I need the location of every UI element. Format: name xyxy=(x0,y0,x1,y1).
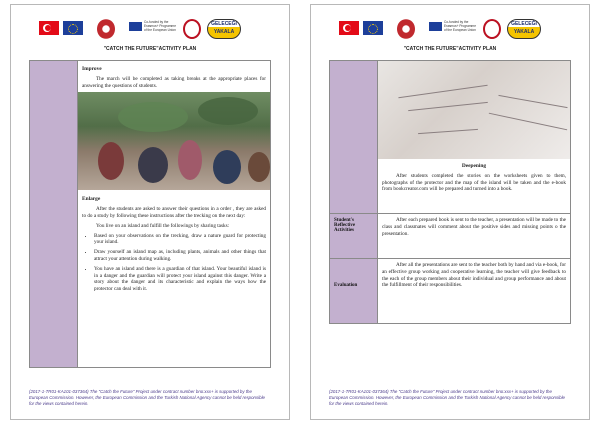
table-row xyxy=(330,61,570,213)
list-item: • Draw yourself an island map as, including plants, animals and other things that attract your attention during walking. xyxy=(94,249,266,263)
eu-flag-icon xyxy=(63,21,83,35)
school-seal-logo xyxy=(397,19,415,39)
reflective-label: Student's Reflective Activities xyxy=(330,214,378,258)
content-cell xyxy=(78,61,270,367)
side-cell xyxy=(30,61,78,367)
enlarge-text: After the students are asked to answer their questions in a order , they are asked to do a study by following these instructions after the trecking on the next day: xyxy=(82,206,266,219)
activity-table xyxy=(329,60,571,324)
table-row xyxy=(330,258,570,323)
enlarge-heading: Enlarge xyxy=(82,196,101,203)
document-page-left xyxy=(10,4,290,420)
ministry-seal-logo xyxy=(483,19,501,39)
reflective-text xyxy=(378,214,570,258)
table-row xyxy=(330,213,570,258)
plan-title: "CATCH THE FUTURE"ACTIVITY PLAN xyxy=(103,46,197,52)
turkey-flag-icon xyxy=(39,21,59,35)
enlarge-instruction: You live on an island and fulfill the followings by sharing tasks: xyxy=(96,222,230,229)
list-item: • Based on your observations on the trecking, draw a nature guard for protecting your island. xyxy=(94,233,266,247)
erasmus-programme-text: Co-funded by the Erasmus+ Programme of the European Union xyxy=(144,20,176,32)
evaluation-label: Evaluation xyxy=(330,259,378,323)
project-logo: GELECEĞİ YAKALA xyxy=(507,19,541,39)
trekking-photo xyxy=(78,92,270,190)
eu-flag-icon xyxy=(363,21,383,35)
project-logo: GELECEĞİ YAKALA xyxy=(207,19,241,39)
side-cell xyxy=(330,61,378,213)
ministry-seal-logo xyxy=(183,19,201,39)
plan-title: "CATCH THE FUTURE"ACTIVITY PLAN xyxy=(403,46,497,52)
list-item: • You have an island and there is a guardian of that island. Your beautiful island is in a danger and the guardian will protect your island against this danger. Write a story about the danger and its characteristic and explain the ways how the protector can deal with it. xyxy=(94,266,266,293)
improve-text: The march will be completed as taking breaks at the appropriate places for answering the questions of students. xyxy=(82,75,266,89)
improve-heading: Improve xyxy=(82,66,102,72)
deepening-heading: Deepening xyxy=(461,163,487,169)
footer-disclaimer: (2017-1-TR01-KA101-037364) The "Catch the Future" Project under contract number bno:xxx+ is supported by the European Commission. However, the European Commission and the Turkish National Agency cannot be held responsible for the views contained herein. xyxy=(329,389,566,406)
header-logos xyxy=(11,17,289,43)
reflective-text: After each prepared book is sent to the teacher, a presentation will be made to the class and classmates will comment about the positive sides and missing points o the presentation. xyxy=(382,217,566,237)
header-logos xyxy=(311,17,589,43)
activity-table xyxy=(29,60,271,368)
content-cell xyxy=(378,61,570,213)
evaluation-text: After all the presentations are sent to the teacher both by hand and via e-book, for an effective group working and cooperative learning, the teacher will give feedback to the each of the group members about their individual and group performance and about the fulfillment of their responsibilities. xyxy=(382,262,566,289)
erasmus-eu-flag-icon xyxy=(129,22,142,31)
school-seal-logo xyxy=(97,19,115,39)
turkey-flag-icon xyxy=(339,21,359,35)
erasmus-eu-flag-icon xyxy=(429,22,442,31)
footer-disclaimer: (2017-1-TR01-KA101-037364) The "Catch the Future" Project under contract number bno:xxx+ is supported by the European Commission. However, the European Commission and the Turkish National Agency cannot be held responsible for the views contained herein. xyxy=(29,389,266,406)
erasmus-programme-text: Co-funded by the Erasmus+ Programme of the European Union xyxy=(444,20,476,32)
table-row xyxy=(30,61,270,367)
evaluation-cell xyxy=(378,259,570,323)
enlarge-bullet-list xyxy=(82,233,266,293)
deepening-text: After students completed the stories on the worksheets given to them, photographs of the protector and the map of the island will be taken and the e-book from bookcreator.com will be prepared and turned into a book. xyxy=(382,172,566,193)
document-page-right xyxy=(310,4,590,420)
worksheet-photo xyxy=(378,61,570,159)
